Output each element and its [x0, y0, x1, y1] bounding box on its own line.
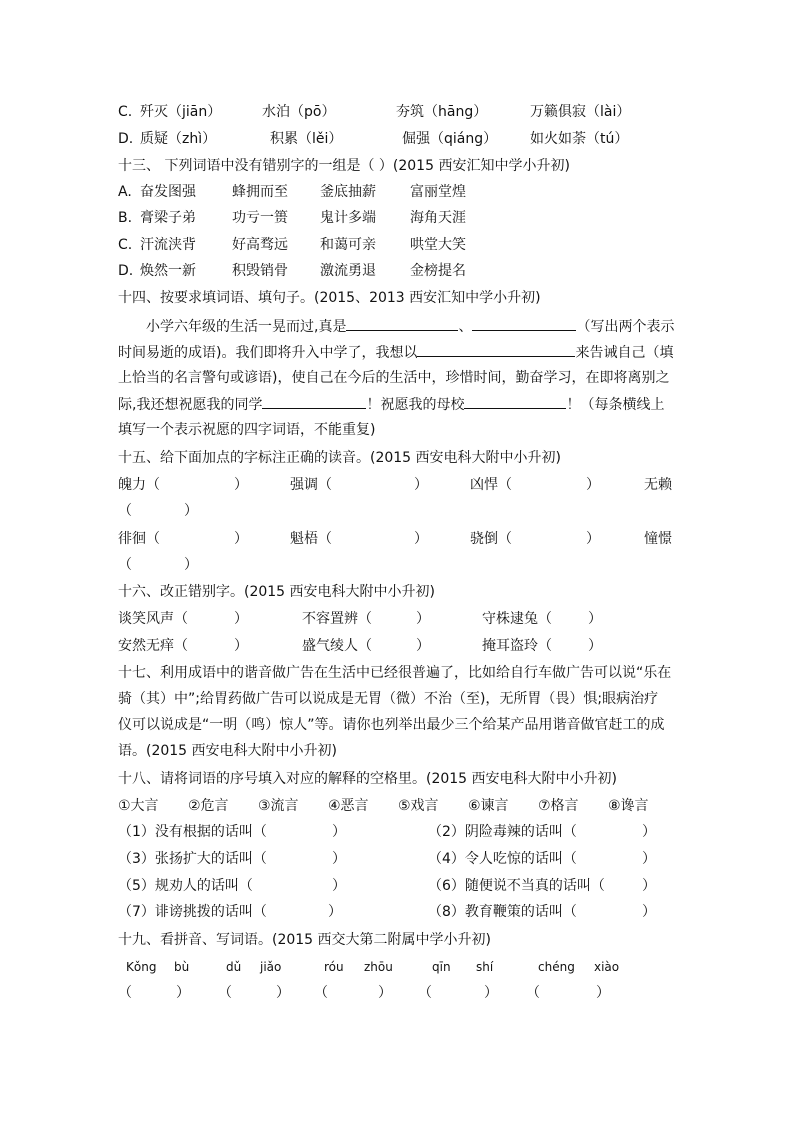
option-word: 倔强（qiáng）: [402, 131, 498, 147]
word: 憧憬: [644, 531, 672, 547]
paren-open: （: [118, 503, 132, 519]
paren-close: ）: [596, 985, 610, 1001]
option: ⑧谗言: [608, 798, 649, 814]
pinyin: xiào: [594, 960, 620, 974]
q14-line-1: [146, 315, 674, 338]
q18-title: 十八、请将词语的序号填入对应的解释的空格里。(2015 西安电科大附中小升初): [118, 771, 618, 787]
word-paren-open: 不容置辨（: [302, 611, 372, 627]
q15-row-1: [118, 474, 678, 496]
paren-close: ）: [234, 531, 248, 547]
option: ③流言: [258, 798, 299, 814]
q16-title: 十六、改正错别字。(2015 西安电科大附中小升初): [118, 584, 436, 600]
word-paren-open: 魁梧（: [290, 531, 332, 547]
q13-option-b: [118, 207, 498, 229]
paren-close: ）: [416, 611, 430, 627]
paren-close: ）: [642, 878, 656, 894]
text: 来告诫自己（填: [575, 345, 674, 361]
option-word: 功亏一篑: [232, 210, 288, 226]
answer-blank[interactable]: [464, 393, 566, 409]
word-paren-open: 守株逮兔（: [482, 611, 552, 627]
option-word: 哄堂大笑: [410, 237, 466, 253]
q14-title: 十四、按要求填词语、填句子。(2015、2013 西安汇知中学小升初): [118, 290, 541, 306]
option: ⑤戏言: [398, 798, 439, 814]
pinyin: dǔ: [226, 960, 242, 974]
paren-close: ）: [484, 985, 498, 1001]
q15-row-1-wrap: [118, 500, 218, 522]
q19-answer-row: [118, 982, 638, 1004]
item-text: （3）张扬扩大的话叫（: [118, 851, 267, 867]
text: （写出两个表示: [576, 319, 675, 335]
paren-close: ）: [586, 477, 600, 493]
text: 、: [458, 319, 473, 335]
paren-close: ）: [332, 878, 346, 894]
word-paren-open: 骁倒（: [470, 531, 512, 547]
paren-close: ）: [234, 611, 248, 627]
q19-title: 十九、看拼音、写词语。(2015 西交大第二附属中学小升初): [118, 932, 492, 948]
q18-item-row: [118, 901, 678, 923]
option-word: 汗流浃背: [140, 237, 196, 253]
item-text: （5）规劝人的话叫（: [118, 878, 253, 894]
item-text: （2）阴险毒辣的话叫（: [428, 824, 577, 840]
q13-option-a: [118, 181, 498, 203]
option-word: 如火如荼（tú）: [530, 131, 629, 147]
option-word: 夯筑（hāng）: [396, 104, 488, 120]
option-label: D.: [118, 131, 134, 147]
q17-line-2: 骑（其）中”;给胃药做广告可以说成是无胃（微）不治（至)，无所胃（畏）惧;眼病治疗: [118, 691, 659, 707]
option-word: 蜂拥而至: [232, 184, 288, 200]
paren-close: ）: [416, 638, 430, 654]
text: ！（每条横线上: [566, 397, 665, 413]
pinyin: qīn: [432, 960, 451, 974]
option-word: 海角天涯: [410, 210, 466, 226]
paren-close: ）: [414, 477, 428, 493]
option-word: 激流勇退: [320, 263, 376, 279]
paren-open: （: [418, 985, 432, 1001]
q18-item-row: [118, 848, 678, 870]
item-text: （8）教育鞭策的话叫（: [428, 904, 577, 920]
q17-line-4: 语。(2015 西安电科大附中小升初): [118, 743, 338, 759]
q15-title: 十五、给下面加点的字标注正确的读音。(2015 西安电科大附中小升初): [118, 450, 562, 466]
q13-title: 十三、 下列词语中没有错别字的一组是（ ）(2015 西安汇知中学小升初): [118, 158, 570, 174]
option-word: 积毁销骨: [232, 263, 288, 279]
text: ！祝愿我的母校: [366, 397, 465, 413]
word-paren-open: 谈笑风声（: [118, 611, 188, 627]
paren-close: ）: [176, 985, 190, 1001]
option-word: 鬼计多端: [320, 210, 376, 226]
option-label: C.: [118, 237, 133, 253]
q12-option-c: [118, 101, 678, 123]
answer-blank[interactable]: [417, 341, 575, 357]
paren-open: （: [526, 985, 540, 1001]
option: ①大言: [118, 798, 159, 814]
option-word: 富丽堂煌: [410, 184, 466, 200]
q14-line-2: [118, 341, 673, 364]
option-word: 金榜提名: [410, 263, 466, 279]
word-paren-open: 凶悍（: [470, 477, 512, 493]
paren-close: ）: [586, 531, 600, 547]
item-text: （7）诽谤挑拨的话叫（: [118, 904, 267, 920]
paren-close: ）: [234, 638, 248, 654]
q17-line-3: 仪可以说成是“一明（鸣）惊人”等。请你也列举出最少三个给某产品用谐音做官赶工的成: [118, 717, 665, 733]
text: 际,我还想祝愿我的同学: [118, 397, 263, 413]
pinyin: chéng: [538, 960, 575, 974]
pinyin: róu: [324, 960, 344, 974]
text: 时间易逝的成语)。我们即将升入中学了，我想以: [118, 345, 418, 361]
q16-row-2: [118, 635, 618, 657]
q13-option-d: [118, 260, 498, 282]
q13-option-c: [118, 234, 498, 256]
q14-line-3: 上恰当的名言警句或谚语)，使自己在今后的生活中，珍惜时间，勤奋学习，在即将离别之: [118, 370, 670, 386]
option: ②危言: [188, 798, 229, 814]
option: ⑥谏言: [468, 798, 509, 814]
text: 小学六年级的生活一晃而过,真是: [146, 319, 347, 335]
paren-close: ）: [184, 557, 198, 573]
q16-row-1: [118, 608, 618, 630]
pinyin: shí: [476, 960, 494, 974]
paren-close: ）: [332, 824, 346, 840]
pinyin: bù: [174, 960, 190, 974]
option-word: 好高骛远: [232, 237, 288, 253]
answer-blank[interactable]: [346, 315, 458, 331]
option-label: C.: [118, 104, 133, 120]
option-word: 万籁俱寂（lài）: [530, 104, 631, 120]
word-paren-open: 徘徊（: [118, 531, 160, 547]
paren-close: ）: [642, 851, 656, 867]
paren-open: （: [118, 985, 132, 1001]
paren-open: （: [314, 985, 328, 1001]
item-text: （1）没有根据的话叫（: [118, 824, 267, 840]
word: 无赖: [644, 477, 672, 493]
paren-open: （: [118, 557, 132, 573]
paren-close: ）: [588, 638, 602, 654]
q14-line-5: 填写一个表示祝愿的四字词语，不能重复): [118, 422, 376, 438]
option: ④恶言: [328, 798, 369, 814]
q18-item-row: [118, 875, 678, 897]
option-word: 水泊（pō）: [262, 104, 336, 120]
option-label: A.: [118, 184, 132, 200]
item-text: （4）令人吃惊的话叫（: [428, 851, 577, 867]
q17-line-1: 十七、利用成语中的谐音做广告在生活中已经很普遍了，比如给自行车做广告可以说“乐在: [118, 665, 672, 681]
word-paren-open: 安然无痒（: [118, 638, 188, 654]
option-word: 奋发图强: [140, 184, 196, 200]
paren-close: ）: [328, 904, 342, 920]
word-paren-open: 盛气绫人（: [302, 638, 372, 654]
q14-line-4: [118, 393, 664, 416]
paren-close: ）: [642, 824, 656, 840]
answer-blank[interactable]: [262, 393, 366, 409]
paren-close: ）: [276, 985, 290, 1001]
pinyin: Kǒng: [126, 960, 157, 974]
paren-close: ）: [234, 477, 248, 493]
pinyin: jiǎo: [260, 960, 282, 974]
q19-pinyin-row: [126, 956, 646, 978]
q15-row-2: [118, 528, 678, 550]
q18-options: [118, 795, 678, 817]
paren-close: ）: [378, 985, 392, 1001]
q12-option-d: [118, 128, 678, 150]
word-paren-open: 魄力（: [118, 477, 160, 493]
pinyin: zhōu: [364, 960, 393, 974]
answer-blank[interactable]: [472, 315, 576, 331]
option-word: 釜底抽薪: [320, 184, 376, 200]
option-word: 膏梁子弟: [140, 210, 196, 226]
paren-open: （: [218, 985, 232, 1001]
paren-close: ）: [184, 503, 198, 519]
option-word: 积累（lěi）: [270, 131, 343, 147]
item-text: （6）随便说不当真的话叫（: [428, 878, 605, 894]
option-word: 质疑（zhì）: [140, 131, 217, 147]
q15-row-2-wrap: [118, 554, 218, 576]
option-word: 和蔼可亲: [320, 237, 376, 253]
paren-close: ）: [588, 611, 602, 627]
option-label: D.: [118, 263, 134, 279]
paren-close: ）: [642, 904, 656, 920]
word-paren-open: 强调（: [290, 477, 332, 493]
word-paren-open: 掩耳盗玲（: [482, 638, 552, 654]
option-label: B.: [118, 210, 133, 226]
option-word: 歼灭（jiān）: [140, 104, 222, 120]
option-word: 焕然一新: [140, 263, 196, 279]
option: ⑦格言: [538, 798, 579, 814]
paren-close: ）: [414, 531, 428, 547]
paren-close: ）: [332, 851, 346, 867]
q18-item-row: [118, 821, 678, 843]
